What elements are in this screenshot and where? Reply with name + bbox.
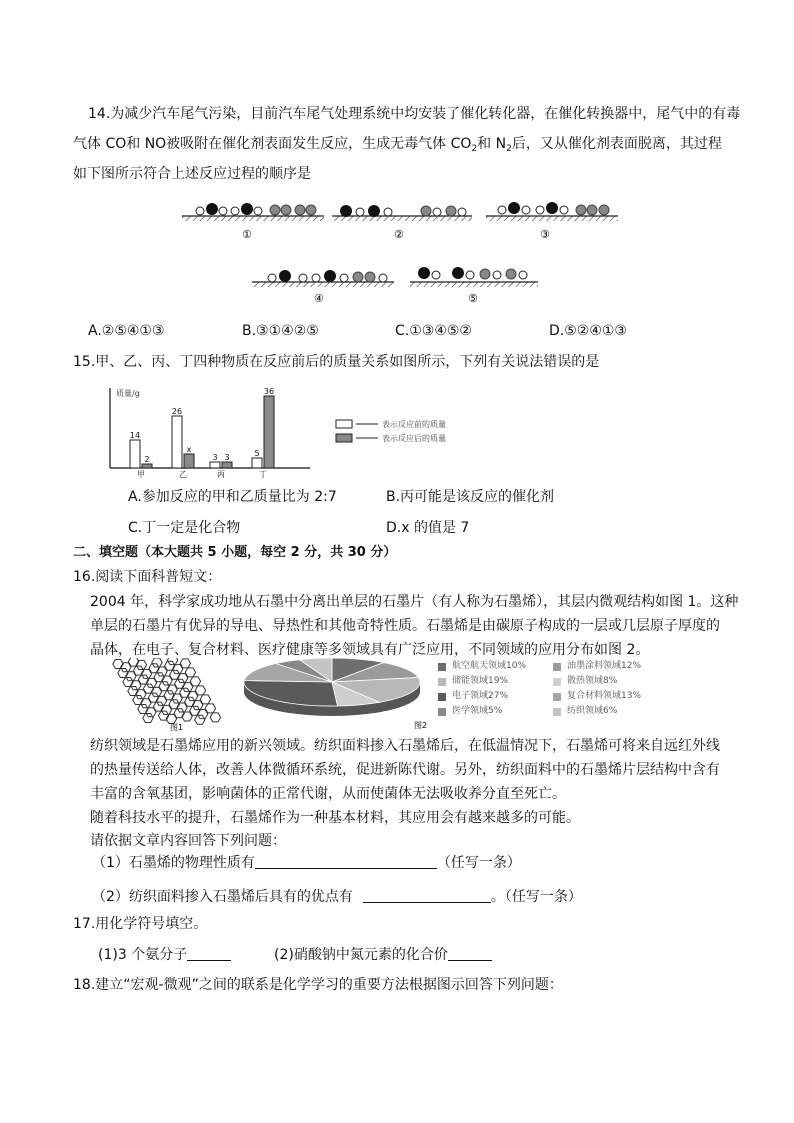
graphene-application-pie — [242, 658, 442, 732]
q16-sub2 — [92, 887, 582, 907]
bar-乙-before — [172, 416, 182, 468]
q14-sub-2b: 2 — [506, 144, 512, 154]
lattice-hexagon — [138, 705, 148, 714]
q16-p1-line3: 晶体，在电子、复合材料、医疗健康等多领域具有广泛应用，不同领域的应用分布如图 2。 — [90, 642, 650, 658]
pie-legend — [438, 660, 668, 722]
lattice-hexagon — [169, 700, 179, 709]
q16-sub1-note: （任写一条） — [436, 855, 521, 871]
q16-p2-line1: 纺织领域是石墨烯应用的新兴领域。纺织面料掺入石墨烯后，在低温情况下，石墨烯可将来自远红外线 — [90, 738, 720, 754]
lattice-hexagon — [180, 688, 190, 697]
q16-sub2-text: （2）纺织面料掺入石墨烯后具有的优点有 — [92, 889, 353, 905]
q16-p2-line3: 丰富的含氧基团，影响菌体的正常代谢，从而使菌体无法吸收养分直至死亡。 — [90, 786, 566, 802]
q17-a-text: (1)3 个氨分子 — [98, 947, 188, 963]
lattice-hexagon — [195, 715, 205, 724]
pie-legend-label: 纺织领域6% — [567, 706, 618, 716]
q14-option-d: D.⑤②④①③ — [549, 323, 627, 339]
pie-legend-label: 复合材料领域13% — [567, 691, 642, 701]
lattice-hexagon — [143, 684, 153, 693]
q16-sub2-note: 。（任写一条） — [490, 889, 582, 905]
pie-legend-swatch — [553, 663, 561, 671]
pie-legend-swatch — [553, 693, 561, 701]
diagram-label-1: ① — [242, 228, 252, 241]
pie-legend-item — [438, 660, 553, 673]
q14-line1: 14.为减少汽车尾气污染，目前汽车尾气处理系统中均安装了催化转化器，在催化转换器中，尾气中的有毒 — [88, 106, 741, 122]
q14-option-c: C.①③④⑤② — [395, 323, 472, 339]
section2-title: 二、填空题（本大题共 5 小题，每空 2 分，共 30 分） — [73, 545, 397, 560]
diagram-panel-5 — [410, 267, 538, 305]
pie-legend-label: 油墨涂料领域12% — [567, 661, 642, 671]
pie-legend-label: 储能领域19% — [452, 676, 509, 686]
lattice-hexagon — [152, 658, 162, 667]
diagram-panel-1 — [182, 203, 324, 241]
category-label-丙: 丙 — [217, 470, 225, 478]
q16-sub1 — [92, 853, 521, 873]
q14-sub-2a: 2 — [471, 144, 478, 154]
q16-answer1-blank[interactable] — [255, 854, 437, 869]
pie-legend-label: 电子领域27% — [452, 691, 509, 701]
pie-legend-item — [553, 690, 668, 703]
diagram-label-4: ④ — [314, 292, 324, 305]
pie-legend-item — [438, 675, 553, 688]
pie-legend-swatch — [438, 693, 446, 701]
lattice-hexagon — [153, 702, 163, 711]
q14-line2 — [73, 134, 722, 159]
chart-ylabel: 质量/g — [116, 389, 140, 398]
lattice-hexagon — [210, 713, 220, 722]
graphene-lattice-figure — [112, 658, 232, 732]
lattice-hexagon — [133, 696, 143, 705]
pie-legend-item — [438, 705, 553, 718]
pie-legend-label: 医学领域5% — [452, 706, 503, 716]
lattice-hexagon — [123, 678, 133, 687]
bar-label-丁-before: 5 — [254, 449, 260, 458]
q17-b-text: (2)硝酸钠中氮元素的化合价 — [274, 947, 448, 963]
diagram-label-5: ⑤ — [468, 292, 478, 305]
lattice-hexagon — [185, 668, 195, 677]
bar-丙-after — [222, 462, 232, 468]
fig2-caption: 图2 — [414, 721, 428, 730]
q15-stem: 15.甲、乙、丙、丁四种物质在反应前后的质量关系如图所示，下列有关说法错误的是 — [73, 354, 600, 370]
q16-p2-line2: 的热量传送给人体，改善人体微循环系统，促进新陈代谢。另外，纺织面料中的石墨烯片层结构中含有 — [90, 762, 720, 778]
category-label-乙: 乙 — [179, 470, 187, 478]
q16-p1-line2: 单层的石墨片有优异的导电、导热性和其他奇特性质。石墨烯是由碳原子构成的一层或几层原子厚度的 — [90, 618, 720, 634]
pie-legend-swatch — [553, 678, 561, 686]
pie-legend-item — [553, 660, 668, 673]
q17-title: 17.用化学符号填空。 — [73, 916, 208, 932]
bar-label-甲-before: 14 — [129, 431, 141, 440]
diagram-panel-2 — [332, 205, 472, 241]
q16-title: 16.阅读下面科普短文： — [73, 569, 222, 585]
q14-line2-b: 和 N — [477, 136, 507, 152]
bar-丁-after — [264, 396, 274, 468]
lattice-hexagon — [128, 687, 138, 696]
lattice-hexagon — [190, 677, 200, 686]
lattice-hexagon — [136, 660, 146, 669]
q17-a-blank[interactable] — [187, 946, 231, 961]
q15-option-d: D.x 的值是 7 — [386, 520, 470, 536]
lattice-hexagon — [200, 695, 210, 704]
lattice-hexagon — [174, 709, 184, 718]
lattice-hexagon — [159, 682, 169, 691]
lattice-hexagon — [128, 658, 138, 666]
lattice-hexagon — [180, 659, 190, 668]
lattice-hexagon — [175, 679, 185, 688]
bar-label-丁-after: 36 — [263, 387, 275, 396]
q16-p1-line1: 2004 年，科学家成功地从石墨中分离出单层的石墨片（有人称为石墨烯），其层内微观结构如图 1。这种 — [90, 594, 739, 610]
diagram-panel-3 — [486, 202, 618, 241]
q14-line2-c: 后，又从催化剂表面脱离，其过程 — [511, 136, 722, 152]
q14-option-a: A.②⑤④①③ — [88, 323, 165, 339]
q16-answer2-blank[interactable] — [363, 888, 491, 903]
bar-label-乙-before: 26 — [171, 407, 183, 416]
bar-label-乙-after: x — [186, 445, 192, 454]
lattice-hexagon — [148, 693, 158, 702]
q17-sub-b — [274, 945, 492, 965]
q17-sub-a — [98, 945, 231, 965]
pie-legend-label: 散热领域8% — [567, 676, 618, 686]
q16-p3: 随着科技水平的提升，石墨烯作为一种基本材料，其应用会有越来越多的可能。 — [90, 810, 580, 826]
pie-legend-item — [438, 690, 553, 703]
bar-甲-after — [142, 464, 152, 468]
lattice-hexagon — [154, 673, 164, 682]
pie-legend-item — [553, 675, 668, 688]
lattice-hexagon — [165, 661, 175, 670]
lattice-hexagon — [185, 697, 195, 706]
lattice-hexagon — [170, 670, 180, 679]
pie-legend-swatch — [553, 708, 561, 716]
q14-line3: 如下图所示符合上述反应过程的顺序是 — [73, 166, 311, 182]
pie-legend-item — [553, 705, 668, 718]
diagram-label-3: ③ — [540, 228, 550, 241]
legend-after-label: 表示反应后的质量 — [382, 434, 446, 443]
q15-option-a: A.参加反应的甲和乙质量比为 2:7 — [128, 489, 337, 505]
diagram-label-2: ② — [394, 228, 404, 241]
bar-乙-after — [184, 454, 194, 468]
lattice-hexagon — [149, 664, 159, 673]
q18-title: 18.建立“宏观-微观”之间的联系是化学学习的重要方法根据图示回答下列问题： — [73, 977, 563, 993]
q15-option-b: B.丙可能是该反应的催化剂 — [386, 489, 555, 505]
q14-line2-a: 气体 CO和 NO被吸附在催化剂表面发生反应，生成无毒气体 CO — [73, 136, 472, 152]
bar-丁-before — [252, 458, 262, 468]
bar-label-丙-before: 3 — [212, 453, 218, 462]
lattice-hexagon — [143, 714, 153, 723]
pie-legend-swatch — [438, 678, 446, 686]
lattice-hexagon — [133, 666, 143, 675]
bar-label-甲-after: 2 — [144, 455, 150, 464]
q15-option-c: C.丁一定是化合物 — [128, 520, 241, 536]
pie-legend-swatch — [438, 708, 446, 716]
mass-bar-chart — [100, 384, 520, 478]
q16-p4: 请依据文章内容回答下列问题： — [90, 833, 286, 849]
bar-label-丙-after: 3 — [224, 453, 230, 462]
lattice-hexagon — [190, 706, 200, 715]
legend-before-label: 表示反应前的质量 — [382, 420, 446, 429]
lattice-hexagon — [113, 660, 123, 669]
bar-丙-before — [210, 462, 220, 468]
legend-before-swatch — [336, 420, 352, 428]
q14-option-b: B.③①④②⑤ — [242, 323, 319, 339]
catalyst-process-diagram — [180, 198, 620, 308]
legend-after-swatch — [336, 434, 352, 442]
lattice-hexagon — [205, 704, 215, 713]
bar-甲-before — [130, 440, 140, 468]
q16-sub1-text: （1）石墨烯的物理性质有 — [92, 855, 255, 871]
pie-legend-label: 航空航天领域10% — [452, 661, 527, 671]
q17-b-blank[interactable] — [448, 946, 492, 961]
lattice-hexagon — [138, 675, 148, 684]
lattice-hexagon — [164, 691, 174, 700]
fig1-caption: 图1 — [170, 723, 184, 732]
diagram-panel-4 — [252, 270, 394, 305]
lattice-hexagon — [158, 711, 168, 720]
lattice-hexagon — [118, 669, 128, 678]
category-label-丁: 丁 — [259, 470, 267, 478]
category-label-甲: 甲 — [137, 470, 145, 478]
lattice-hexagon — [195, 686, 205, 695]
pie-legend-swatch — [438, 663, 446, 671]
